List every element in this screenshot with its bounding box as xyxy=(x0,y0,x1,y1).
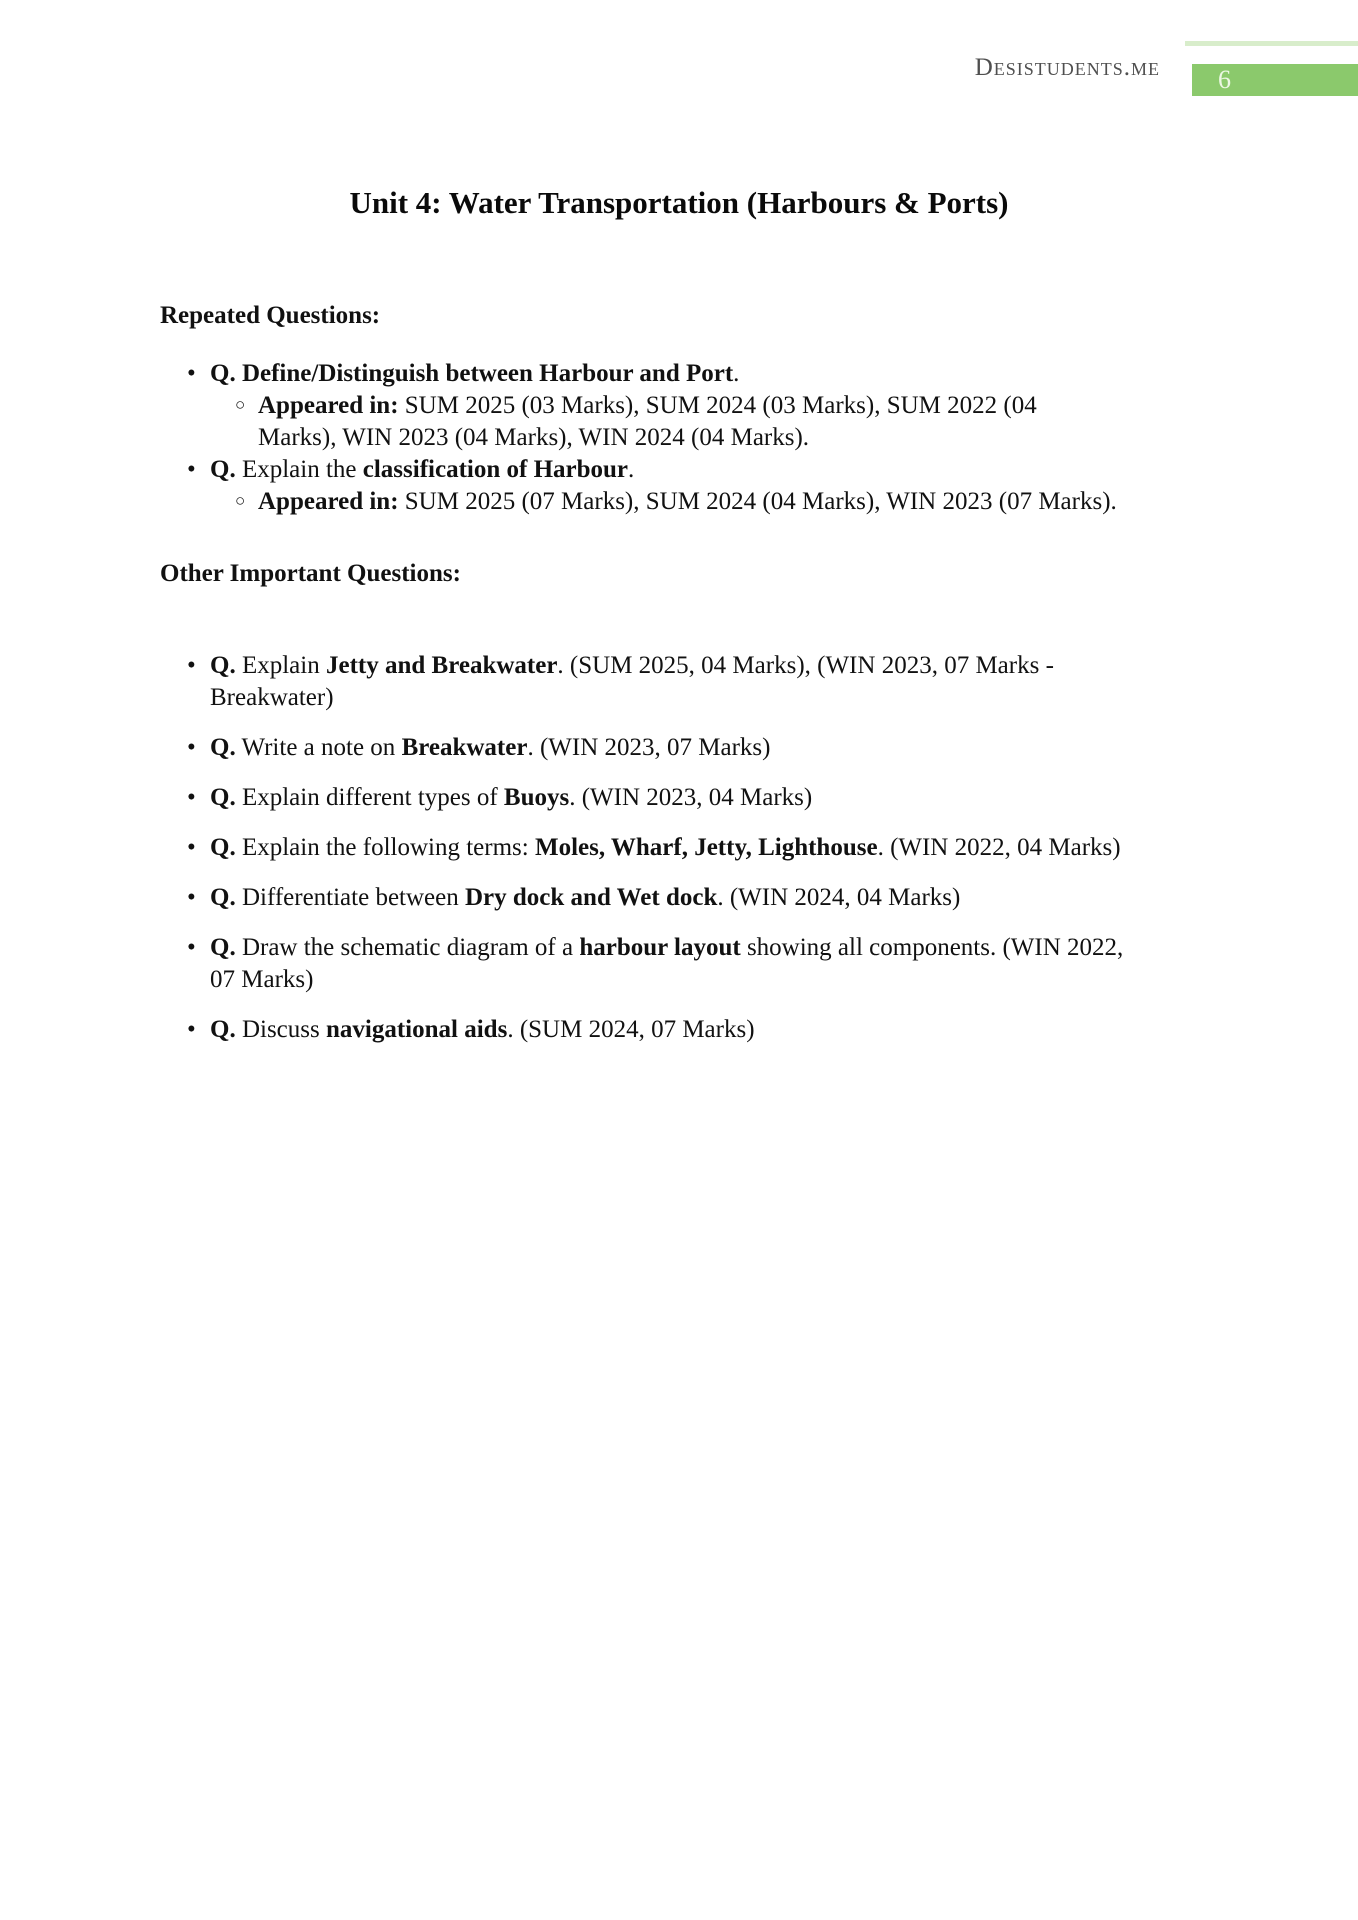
question-text: Discuss xyxy=(235,1016,326,1043)
question-text: Breakwater) xyxy=(210,684,334,711)
question-text-bold: classification of Harbour xyxy=(362,456,629,483)
question-item xyxy=(160,782,1198,814)
question-text-bold: harbour layout xyxy=(579,934,741,961)
question-text: . (SUM 2025, 04 Marks), (WIN 2023, 07 Marks - xyxy=(557,652,1054,679)
question-text: Explain xyxy=(235,652,326,679)
question-text-bold: Q. Define/Distinguish between Harbour and Port xyxy=(210,360,734,387)
question-text: . (SUM 2024, 07 Marks) xyxy=(507,1016,755,1043)
question-item xyxy=(160,732,1198,764)
bullet-icon: • xyxy=(187,1016,196,1043)
question-text-bold: navigational aids xyxy=(326,1016,508,1043)
question-text: . (WIN 2023, 04 Marks) xyxy=(569,784,813,811)
document-content xyxy=(160,0,1198,1046)
bullet-icon: • xyxy=(187,456,196,483)
bullet-icon: • xyxy=(187,834,196,861)
sub-list xyxy=(210,486,1198,518)
question-text: . xyxy=(628,456,635,483)
question-item xyxy=(160,358,1198,454)
question-text-bold: Q. xyxy=(210,784,236,811)
question-item xyxy=(160,650,1198,714)
question-text: SUM 2025 (03 Marks), SUM 2024 (03 Marks), SUM 2022 (04 xyxy=(398,392,1037,419)
question-text-bold: Q. xyxy=(210,884,236,911)
header-accent-strip xyxy=(1185,41,1358,46)
circle-bullet-icon: ○ xyxy=(235,491,246,510)
question-text: Draw the schematic diagram of a xyxy=(235,934,580,961)
question-item xyxy=(160,454,1198,518)
sections xyxy=(160,300,1198,1046)
question-text-bold: Buoys xyxy=(503,784,570,811)
question-item xyxy=(160,832,1198,864)
question-text-bold: Q. xyxy=(210,456,236,483)
question-text: . (WIN 2023, 07 Marks) xyxy=(527,734,771,761)
bullet-icon: • xyxy=(187,652,196,679)
question-text: . (WIN 2022, 04 Marks) xyxy=(877,834,1121,861)
sub-list xyxy=(210,390,1198,454)
question-item xyxy=(160,1014,1198,1046)
bullet-icon: • xyxy=(187,884,196,911)
page-number: 6 xyxy=(1218,65,1231,94)
question-item xyxy=(160,932,1198,996)
question-text: Differentiate between xyxy=(235,884,465,911)
question-text: Explain the xyxy=(235,456,363,483)
appeared-in-item xyxy=(210,486,1198,518)
question-text-bold: Q. xyxy=(210,934,236,961)
question-text-bold: Breakwater xyxy=(401,734,528,761)
question-text: 07 Marks) xyxy=(210,966,314,993)
question-text-bold: Q. xyxy=(210,734,236,761)
bullet-icon: • xyxy=(187,360,196,387)
circle-bullet-icon: ○ xyxy=(235,395,246,414)
section-heading: Repeated Questions: xyxy=(160,302,381,329)
question-text: showing all components. (WIN 2022, xyxy=(740,934,1124,961)
question-text: Explain different types of xyxy=(235,784,504,811)
question-text: . (WIN 2024, 04 Marks) xyxy=(717,884,961,911)
question-text-bold: Appeared in: xyxy=(258,488,399,515)
appeared-in-item xyxy=(210,390,1198,454)
bullet-icon: • xyxy=(187,934,196,961)
question-text: Write a note on xyxy=(235,734,402,761)
question-text-bold: Q. xyxy=(210,834,236,861)
question-list xyxy=(160,650,1198,1046)
question-text: Explain the following terms: xyxy=(235,834,535,861)
bullet-icon: • xyxy=(187,784,196,811)
question-text-bold: Moles, Wharf, Jetty, Lighthouse xyxy=(534,834,878,861)
section-heading: Other Important Questions: xyxy=(160,560,461,587)
question-text: . xyxy=(733,360,740,387)
question-text-bold: Jetty and Breakwater xyxy=(325,652,558,679)
question-list xyxy=(160,358,1198,518)
page-title: Unit 4: Water Transportation (Harbours & Ports) xyxy=(349,185,1009,220)
bullet-icon: • xyxy=(187,734,196,761)
question-text-bold: Q. xyxy=(210,652,236,679)
question-text: SUM 2025 (07 Marks), SUM 2024 (04 Marks), WIN 2023 (07 Marks). xyxy=(398,488,1117,515)
question-text-bold: Dry dock and Wet dock xyxy=(465,884,718,911)
question-item xyxy=(160,882,1198,914)
page-number-badge xyxy=(1192,64,1358,96)
question-text: Marks), WIN 2023 (04 Marks), WIN 2024 (04 Marks). xyxy=(258,424,810,451)
site-name: Desistudents.me xyxy=(974,54,1160,81)
question-text-bold: Q. xyxy=(210,1016,236,1043)
question-text-bold: Appeared in: xyxy=(258,392,399,419)
